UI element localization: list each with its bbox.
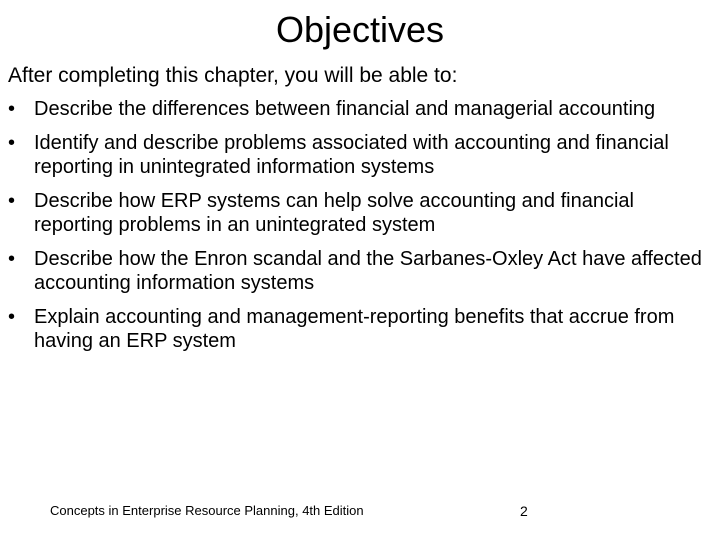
page-number: 2 bbox=[520, 503, 528, 519]
list-item: • Describe how the Enron scandal and the Sarbanes-Oxley Act have affected accounting information systems bbox=[8, 247, 712, 295]
slide-title: Objectives bbox=[275, 9, 445, 50]
intro-text: After completing this chapter, you will be able to: bbox=[8, 64, 458, 87]
objectives-list bbox=[8, 97, 712, 363]
list-item: • Identify and describe problems associated with accounting and financial reporting in unintegrated information systems bbox=[8, 131, 712, 179]
list-item: • Describe the differences between financial and managerial accounting bbox=[8, 97, 712, 121]
footer-text: Concepts in Enterprise Resource Planning, 4th Edition bbox=[50, 503, 364, 518]
list-item: • Explain accounting and management-reporting benefits that accrue from having an ERP system bbox=[8, 305, 712, 353]
list-item: • Describe how ERP systems can help solve accounting and financial reporting problems in an unintegrated system bbox=[8, 189, 712, 237]
